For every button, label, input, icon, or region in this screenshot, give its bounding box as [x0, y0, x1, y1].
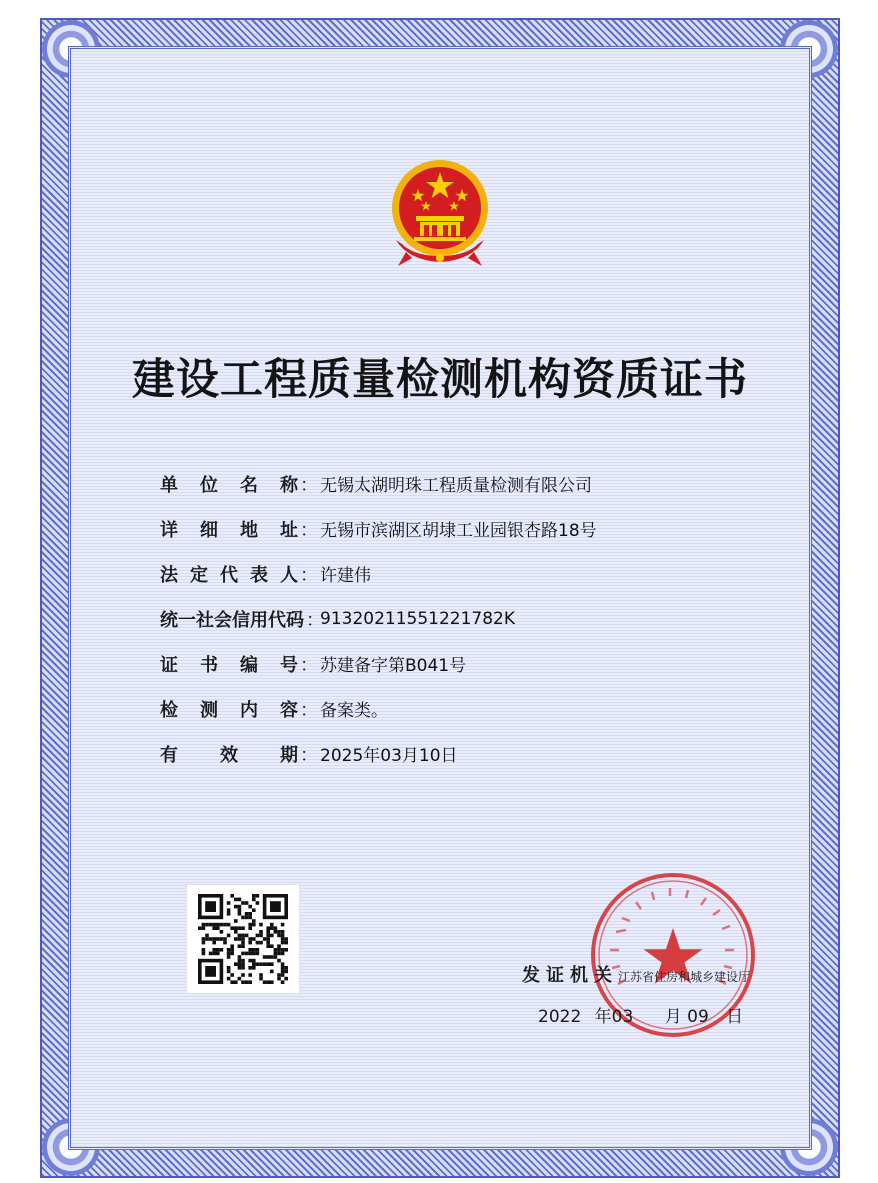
field-value: 91320211551221782K [320, 608, 516, 629]
field-label-char: 表 [250, 564, 268, 586]
field-label-char: 测 [200, 699, 218, 721]
field-row [160, 461, 780, 506]
field-colon: ： [306, 609, 324, 631]
field-label-char: 定 [190, 564, 208, 586]
field-colon: ： [300, 564, 318, 586]
field-label [160, 606, 324, 632]
certificate-fields [160, 461, 780, 776]
field-label-char: 称 [280, 474, 298, 496]
field-row [160, 506, 780, 551]
field-row [160, 731, 780, 776]
field-label-char: 容 [280, 699, 298, 721]
field-label [160, 561, 318, 587]
field-label [160, 651, 318, 677]
certificate-title: 建设工程质量检测机构资质证书 [132, 355, 748, 405]
field-value: 无锡市滨湖区胡埭工业园银杏路18号 [320, 521, 597, 541]
field-colon: ： [300, 654, 318, 676]
qr-code-icon [186, 884, 300, 994]
field-label-char: 号 [280, 654, 298, 676]
field-label-char: 名 [240, 474, 258, 496]
field-label-char: 单 [160, 474, 178, 496]
field-label-char: 期 [280, 744, 298, 766]
field-label-char: 检 [160, 699, 178, 721]
field-label-char: 法 [160, 564, 178, 586]
field-label-char: 证 [160, 654, 178, 676]
issue-day-unit: 日 [726, 1007, 744, 1027]
field-value: 备案类。 [320, 701, 388, 721]
field-colon: ： [300, 744, 318, 766]
field-label-char: 代 [220, 564, 238, 586]
field-row [160, 551, 780, 596]
field-label [160, 516, 318, 542]
field-label-char: 内 [240, 699, 258, 721]
field-value: 2025年03月10日 [320, 746, 458, 766]
issue-year: 2022 [538, 1007, 582, 1027]
field-label [160, 741, 318, 767]
national-emblem-icon [388, 158, 492, 268]
issuer-label: 发证机关 [522, 965, 618, 986]
issuer-row [522, 961, 750, 987]
issue-month: 03 [611, 1007, 634, 1027]
field-label-char: 人 [280, 564, 298, 586]
field-label-char: 地 [240, 519, 258, 541]
field-label-char: 书 [200, 654, 218, 676]
field-label-char: 统一社会信用代码 [160, 609, 304, 631]
field-label-char: 址 [280, 519, 298, 541]
field-label-char: 详 [160, 519, 178, 541]
field-colon: ： [300, 699, 318, 721]
field-label-char: 位 [200, 474, 218, 496]
field-label-char: 有 [160, 744, 178, 766]
issue-month-unit: 月 [664, 1007, 682, 1027]
field-label-char: 编 [240, 654, 258, 676]
issue-date [538, 1002, 743, 1027]
field-colon: ： [300, 474, 318, 496]
field-label-char: 效 [220, 744, 238, 766]
field-label [160, 696, 318, 722]
field-label-char: 细 [200, 519, 218, 541]
issuer-value: 江苏省住房和城乡建设厅 [618, 970, 751, 984]
issue-year-unit: 年 [594, 1007, 612, 1027]
field-value: 许建伟 [320, 566, 371, 586]
field-label [160, 471, 318, 497]
issue-day: 09 [687, 1007, 709, 1027]
field-row [160, 686, 780, 731]
field-row [160, 641, 780, 686]
certificate [40, 18, 840, 1178]
field-value: 苏建备字第B041号 [320, 656, 467, 676]
field-row [160, 596, 780, 641]
field-value: 无锡太湖明珠工程质量检测有限公司 [320, 476, 592, 496]
field-colon: ： [300, 519, 318, 541]
